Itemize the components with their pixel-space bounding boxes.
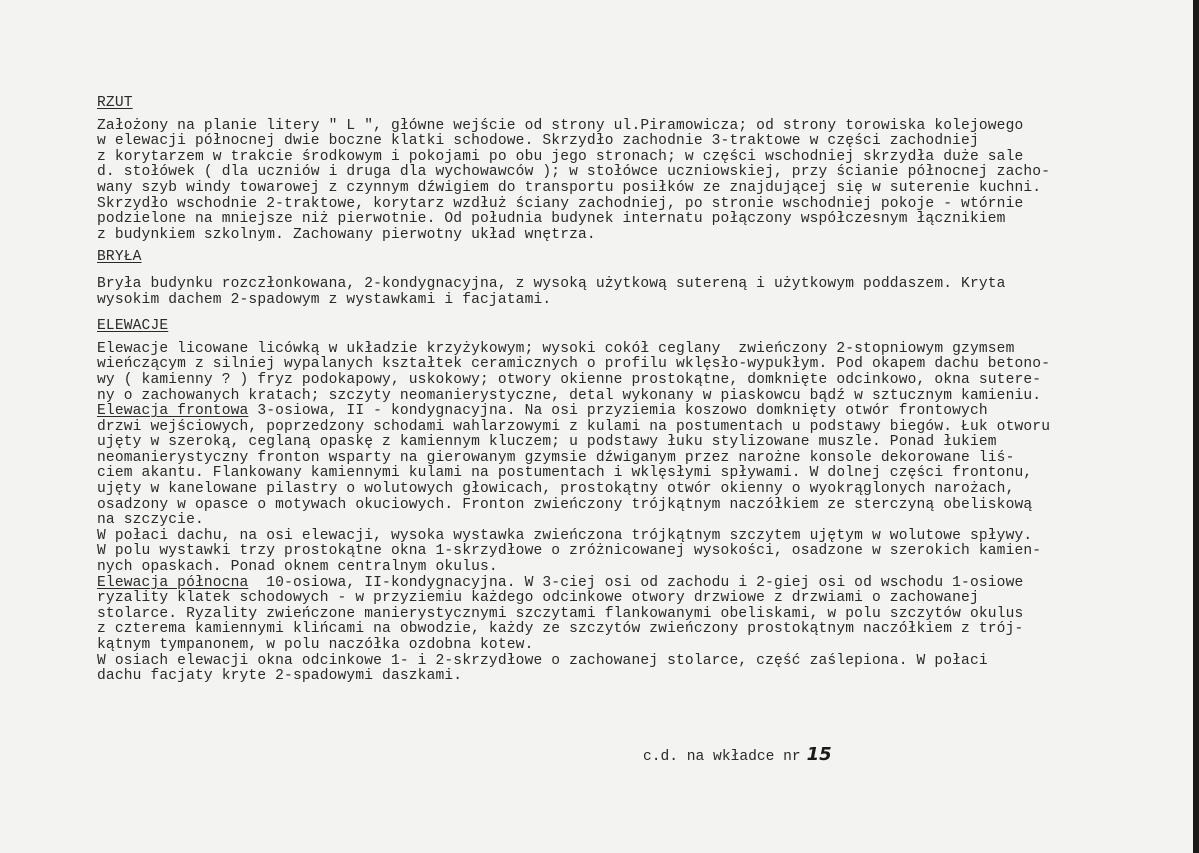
text-line: z korytarzem w trakcie środkowym i pokojami po obu jego stronach; w części wschodniej skrzydła duże sale [97,148,1024,165]
text-span: 10-osiowa, II-kondygnacyjna. W 3-ciej osi od zachodu i 2-giej osi od wschodu 1-osiowe [248,574,1024,591]
text-line: W połaci dachu, na osi elewacji, wysoka wystawka zwieńczona trójkątnym szczytem ujętym w wolutowe spływy. [97,527,1033,544]
text-line: dachu facjaty kryte 2-spadowymi daszkami. [97,668,463,685]
text-line: W osiach elewacji okna odcinkowe 1- i 2-skrzydłowe o zachowanej stolarce, część zaślepiona. W połaci [97,652,988,669]
text-line: W polu wystawki trzy prostokątne okna 1-skrzydłowe o zróżnicowanej wysokości, osadzone w szerokich kamien- [97,543,1042,560]
text-line: kątnym tympanonem, w polu naczółka ozdobna kotew. [97,637,534,653]
text-line: w elewacji północnej dwie boczne klatki schodowe. Skrzydło zachodnie 3-traktowe w części zachodniej [97,133,979,150]
text-line: ujęty w szeroką, ceglaną opaskę z kamiennym kluczem; u podstawy łuku stylizowane muszle. Ponad łukiem [97,434,997,451]
text-line: ryzality klatek schodowych - w przyziemiu każdego odcinkowe otwory drzwiowe z drzwiami o zachowanej [97,590,979,607]
continuation-note [643,744,832,765]
text-line: podzielone na mniejsze niż pierwotnie. Od południa budynek internatu połączony współczesnym łącznikiem [97,211,1006,228]
text-line: z budynkiem szkolnym. Zachowany pierwotny układ wnętrza. [97,226,596,243]
text-line: ny o zachowanych kratach; szczyty neomanierystyczne, detal wykonany w piaskowcu bądź w sztucznym kamieniu. [97,387,1042,404]
text-line: wy ( kamienny ? ) fryz podokapowy, uskokowy; otwory okienne prostokątne, domknięte odcinkowo, okna sutere- [97,371,1042,388]
text-line: ujęty w kanelowane pilastry o wolutowych głowicach, prostokątny otwór okienny o wyokrąglonych narożach, [97,481,1015,498]
continuation-text: c.d. na wkładce nr [643,749,801,765]
text-line: Skrzydło wschodnie 2-traktowe, korytarz wzdłuż ściany zachodniej, po stronie wschodniej pokoje - wtórnie [97,195,1024,212]
text-line: wieńczącym z silniej wypalanych kształtek ceramicznych o profilu wklęsło-wypukłym. Pod okapem dachu betono- [97,356,1051,373]
subheading-elewacja-frontowa: Elewacja frontowa [97,403,249,420]
text-line: nych opaskach. Ponad oknem centralnym okulus. [97,559,498,576]
section-heading-bryla: BRYŁA [97,249,142,266]
text-line: stolarce. Ryzality zwieńczone manierystycznymi szczytami flankowanymi obeliskami, w polu szczytów okulus [97,605,1024,622]
text-line: drzwi wejściowych, poprzedzony schodami wahlarzowymi z kulami na postumentach u podstawy biegów. Łuk otworu [97,418,1051,435]
subheading-elewacja-polnocna: Elewacja północna [97,574,249,591]
text-line: wany szyb windy towarowej z czynnym dźwigiem do transportu posiłków ze znajdującej się w suterenie kuchni. [97,179,1042,196]
text-line [97,404,1167,420]
text-line: na szczycie. [97,512,204,529]
text-line: osadzony w opasce o motywach okuciowych. Fronton zwieńczony trójkątnym naczółkiem ze sterczyną obeliskową [97,496,1033,513]
text-span: 3-osiowa, II - kondygnacyjna. Na osi przyziemia koszowo domknięty otwór frontowych [248,403,988,420]
text-line: z czterema kamiennymi klińcami na obwodzie, każdy ze szczytów zwieńczony prostokątnym naczółkiem z trój- [97,621,1024,638]
text-line: Elewacje licowane licówką w układzie krzyżykowym; wysoki cokół ceglany zwieńczony 2-stopniowym gzymsem [97,340,1015,357]
section-heading-elewacje: ELEWACJE [97,318,169,335]
text-line: Bryła budynku rozczłonkowana, 2-kondygnacyjna, z wysoką użytkową sutereną i użytkowym poddaszem. Kryta [97,275,1006,292]
text-line: Założony na planie litery " L ", główne wejście od strony ul.Piramowicza; od strony torowiska kolejowego [97,117,1024,134]
text-line: d. stołówek ( dla uczniów i druga dla wychowawców ); w stołówce uczniowskiej, przy ścianie północnej zacho- [97,164,1051,181]
text-line [97,576,1167,592]
text-line: ciem akantu. Flankowany kamiennymi kulami na postumentach i wklęsłymi spływami. W dolnej części frontonu, [97,465,1033,482]
text-line: wysokim dachem 2-spadowym z wystawkami i facjatami. [97,291,552,308]
document-body [97,96,1167,685]
section-heading-rzut: RZUT [97,95,133,111]
scan-edge [1193,0,1199,853]
text-line: neomanierystyczny fronton wsparty na gierowanym gzymsie dźwiganym przez narożne konsole dekorowane liś- [97,449,1015,466]
insert-number: 15 [806,744,832,765]
